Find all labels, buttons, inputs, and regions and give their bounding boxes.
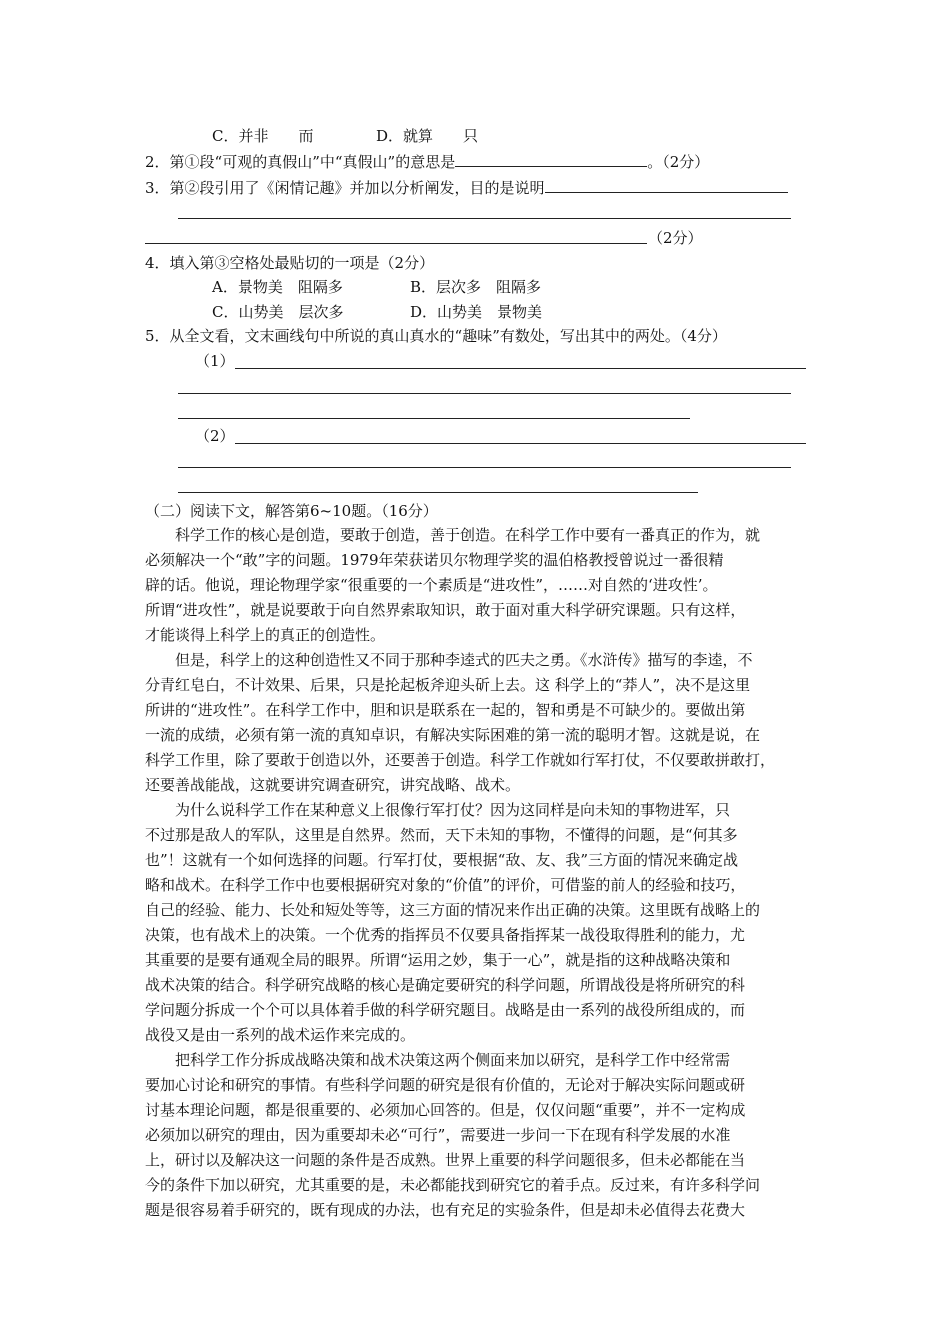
question-3-answer-line-2[interactable] xyxy=(178,218,791,219)
passage-line: 为什么说科学工作在某种意义上很像行军打仗？因为这同样是向未知的事物进军，只 xyxy=(145,801,731,819)
q1-option-d: D．就算 只 xyxy=(376,127,479,145)
q4-option-b: B．层次多 阻隔多 xyxy=(410,278,542,296)
passage-line: 决策，也有战术上的决策。一个优秀的指挥员不仅要具备指挥某一战役取得胜利的能力，尤 xyxy=(145,926,746,944)
passage-line: 战术决策的结合。科学研究战略的核心是确定要研究的科学问题，所谓战役是将所研究的科 xyxy=(145,976,746,994)
question-3-text: 3．第②段引用了《闲情记趣》并加以分析阐发，目的是说明 xyxy=(145,179,545,197)
question-2 xyxy=(145,150,709,172)
passage-line: 要加心讨论和研究的事情。有些科学问题的研究是很有价值的，无论对于解决实际问题或研 xyxy=(145,1076,746,1094)
passage-line: 辟的话。他说，理论物理学家“很重要的一个素质是“进攻性”，……对自然的‘进攻性’。 xyxy=(145,576,718,594)
question-5-answer-2-line-3[interactable] xyxy=(178,492,698,493)
question-5-answer-1-line-1[interactable] xyxy=(235,368,806,369)
question-4-stem: 4．填入第③空格处最贴切的一项是（2分） xyxy=(145,254,435,272)
question-3 xyxy=(145,176,788,198)
q4-option-c: C．山势美 层次多 xyxy=(212,303,344,321)
question-3-answer-blank-1[interactable] xyxy=(545,176,788,193)
q4-option-a: A．景物美 阻隔多 xyxy=(212,278,343,296)
question-5-answer-2-line-2[interactable] xyxy=(178,467,791,468)
question-2-text: 2．第①段“可观的真假山”中“真假山”的意思是 xyxy=(145,153,456,171)
question-3-answer-line-3[interactable] xyxy=(145,243,647,244)
question-5-answer-1-line-3[interactable] xyxy=(178,418,690,419)
passage-line: 也”！这就有一个如何选择的问题。行军打仗，要根据“敌、友、我”三方面的情况来确定战 xyxy=(145,851,739,869)
passage-line: 题是很容易着手研究的，既有现成的办法，也有充足的实验条件，但是却未必值得去花费大 xyxy=(145,1201,746,1219)
passage-line: 但是，科学上的这种创造性又不同于那种李逵式的匹夫之勇。《水浒传》描写的李逵，不 xyxy=(145,651,753,669)
passage-line: 必须解决一个“敢”字的问题。1979年荣获诺贝尔物理学奖的温伯格教授曾说过一番很精 xyxy=(145,551,724,569)
question-2-answer-blank[interactable] xyxy=(455,150,647,167)
passage-line: 学问题分拆成一个个可以具体着手做的科学研究题目。战略是由一系列的战役所组成的，而 xyxy=(145,1001,746,1019)
passage-line: 科学工作的核心是创造，要敢于创造，善于创造。在科学工作中要有一番真正的作为，就 xyxy=(145,526,761,544)
question-3-score: （2分） xyxy=(648,229,703,247)
q1-option-c: C．并非 而 xyxy=(212,127,314,145)
passage-line: 上，研讨以及解决这一问题的条件是否成熟。世界上重要的科学问题很多，但未必都能在当 xyxy=(145,1151,746,1169)
question-2-score: 。（2分） xyxy=(647,153,710,171)
passage-line: 其重要的是要有通观全局的眼界。所谓“运用之妙，集于一心”，就是指的这种战略决策和 xyxy=(145,951,731,969)
passage-line: 把科学工作分拆成战略决策和战术决策这两个侧面来加以研究，是科学工作中经常需 xyxy=(145,1051,731,1069)
passage-line: 必须加以研究的理由，因为重要却未必“可行”，需要进一步问一下在现有科学发展的水准 xyxy=(145,1126,731,1144)
question-5-item-1-label: （1） xyxy=(195,352,235,370)
passage-line: 还要善战能战，这就要讲究调查研究，讲究战略、战术。 xyxy=(145,776,521,794)
passage-line: 讨基本理论问题，都是很重要的、必须加心回答的。但是，仅仅问题“重要”，并不一定构成 xyxy=(145,1101,746,1119)
passage-line: 战役又是由一系列的战术运作来完成的。 xyxy=(145,1026,416,1044)
question-5-answer-1-line-2[interactable] xyxy=(178,393,791,394)
question-5-answer-2-line-1[interactable] xyxy=(235,443,806,444)
question-5-stem: 5．从全文看，文末画线句中所说的真山真水的“趣味”有数处，写出其中的两处。（4分） xyxy=(145,327,727,345)
passage-line: 科学工作里，除了要敢于创造以外，还要善于创造。科学工作就如行军打仗，不仅要敢拼敢打， xyxy=(145,751,776,769)
passage-line: 自己的经验、能力、长处和短处等等，这三方面的情况来作出正确的决策。这里既有战略上的 xyxy=(145,901,761,919)
question-5-item-2-label: （2） xyxy=(195,427,235,445)
passage-line: 不过那是敌人的军队，这里是自然界。然而，天下未知的事物，不懂得的问题，是“何其多 xyxy=(145,826,738,844)
passage-line: 分青红皂白，不计效果、后果，只是抡起板斧迎头斫上去。这 科学上的“莽人”，决不是这里 xyxy=(145,676,751,694)
passage-line: 才能谈得上科学上的真正的创造性。 xyxy=(145,626,386,644)
q4-option-d: D．山势美 景物美 xyxy=(410,303,543,321)
section-2-heading: （二）阅读下文，解答第6~10题。（16分） xyxy=(145,502,438,520)
passage-line: 一流的成绩，必须有第一流的真知卓识，有解决实际困难的第一流的聪明才智。这就是说，在 xyxy=(145,726,761,744)
passage-line: 今的条件下加以研究，尤其重要的是，未必都能找到研究它的着手点。反过来，有许多科学问 xyxy=(145,1176,761,1194)
passage-line: 略和战术。在科学工作中也要根据研究对象的“价值”的评价，可借鉴的前人的经验和技巧， xyxy=(145,876,746,894)
passage-line: 所讲的“进攻性”。在科学工作中，胆和识是联系在一起的，智和勇是不可缺少的。要做出第 xyxy=(145,701,746,719)
passage-line: 所谓“进攻性”，就是说要敢于向自然界索取知识，敢于面对重大科学研究课题。只有这样， xyxy=(145,601,746,619)
